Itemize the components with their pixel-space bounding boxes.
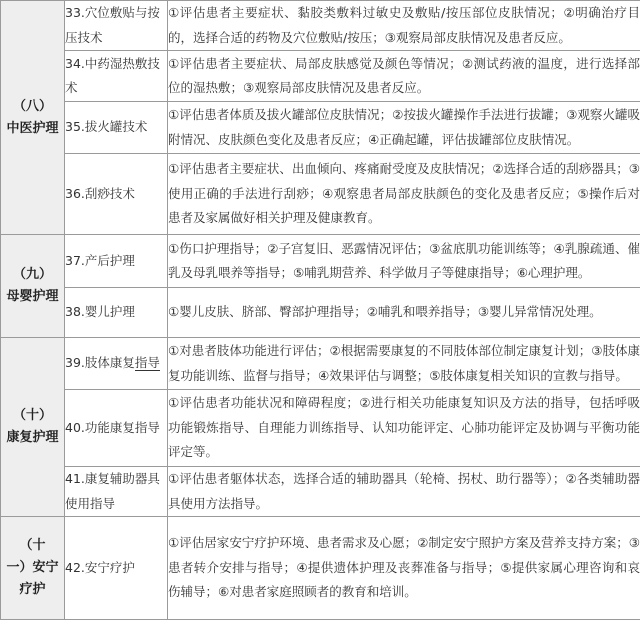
- item-name: 41.康复辅助器具使用指导: [65, 467, 168, 517]
- item-name: 40.功能康复指导: [65, 390, 168, 467]
- category-title: 母婴护理: [6, 289, 59, 304]
- category-maternal-infant: [1, 235, 65, 338]
- item-name: 38.婴儿护理: [65, 288, 168, 338]
- item-description: ①婴儿皮肤、脐部、臀部护理指导；②哺乳和喂养指导；③婴儿异常情况处理。: [168, 288, 640, 338]
- table-row: [1, 288, 640, 338]
- table-row: [1, 390, 640, 467]
- table-row: [1, 1, 640, 51]
- category-hospice-care: [1, 517, 65, 620]
- table-row: [1, 517, 640, 620]
- table-row: [1, 467, 640, 517]
- item-name: 42.安宁疗护: [65, 517, 168, 620]
- item-name: 34.中药湿热敷技术: [65, 51, 168, 102]
- category-tcm-nursing: [1, 1, 65, 235]
- item-name-underlined: 指导: [134, 355, 160, 371]
- table-row: [1, 338, 640, 390]
- category-number: （十: [19, 538, 46, 553]
- table-row: [1, 102, 640, 154]
- item-description: ①评估患者躯体状态，选择合适的辅助器具（轮椅、拐杖、助行器等）；②各类辅助器具使用方法指导。: [168, 467, 640, 517]
- item-name: 33.穴位敷贴与按压技术: [65, 1, 168, 51]
- item-description: ①对患者肢体功能进行评估；②根据需要康复的不同肢体部位制定康复计划；③肢体康复功能训练、监督与指导；④效果评估与调整；⑤肢体康复相关知识的宣教与指导。: [168, 338, 640, 390]
- category-title: 康复护理: [6, 430, 59, 445]
- item-description: ①评估患者主要症状、局部皮肤感觉及颜色等情况；②测试药液的温度，进行选择部位的湿热敷；③观察局部皮肤情况及患者反应。: [168, 51, 640, 102]
- item-name-main: 39.肢体康复: [65, 355, 135, 371]
- category-title: 一）安宁: [6, 560, 59, 575]
- category-number: （九）: [12, 267, 52, 282]
- item-description: ①评估患者体质及拔火罐部位皮肤情况；②按拔火罐操作手法进行拔罐；③观察火罐吸附情况、皮肤颜色变化及患者反应；④正确起罐，评估拔罐部位皮肤情况。: [168, 102, 640, 154]
- item-name: 37.产后护理: [65, 235, 168, 288]
- item-name: 36.刮痧技术: [65, 154, 168, 235]
- item-description: ①评估居家安宁疗护环境、患者需求及心愿；②制定安宁照护方案及营养支持方案；③患者转介安排与指导；④提供遗体护理及丧葬准备与指导；⑤提供家属心理咨询和哀伤辅导；⑥对患者家庭照顾者的教育和培训。: [168, 517, 640, 620]
- category-number: （十）: [12, 408, 52, 423]
- item-name: 35.拔火罐技术: [65, 102, 168, 154]
- category-title: 中医护理: [6, 120, 59, 136]
- category-rehab-nursing: [1, 338, 65, 517]
- item-name: [65, 338, 168, 390]
- table-row: [1, 51, 640, 102]
- category-number: （八）: [12, 98, 52, 114]
- item-description: ①伤口护理指导；②子宫复旧、恶露情况评估；③盆底肌功能训练等；④乳腺疏通、催乳及母乳喂养等指导；⑤哺乳期营养、科学做月子等健康指导；⑥心理护理。: [168, 235, 640, 288]
- table-row: [1, 235, 640, 288]
- category-title: 疗护: [19, 582, 46, 597]
- table-row: [1, 154, 640, 235]
- item-description: ①评估患者主要症状、出血倾向、疼痛耐受度及皮肤情况；②选择合适的刮痧器具；③使用正确的手法进行刮痧；④观察患者局部皮肤颜色的变化及患者反应；⑤操作后对患者及家属做好相关护理及健康教育。: [168, 154, 640, 235]
- item-description: ①评估患者功能状况和障碍程度；②进行相关功能康复知识及方法的指导，包括呼吸功能锻炼指导、自理能力训练指导、认知功能评定、心肺功能评定及协调与平衡功能评定等。: [168, 390, 640, 467]
- item-description: ①评估患者主要症状、黏胶类敷料过敏史及敷贴/按压部位皮肤情况；②明确治疗目的，选择合适的药物及穴位敷贴/按压；③观察局部皮肤情况及患者反应。: [168, 1, 640, 51]
